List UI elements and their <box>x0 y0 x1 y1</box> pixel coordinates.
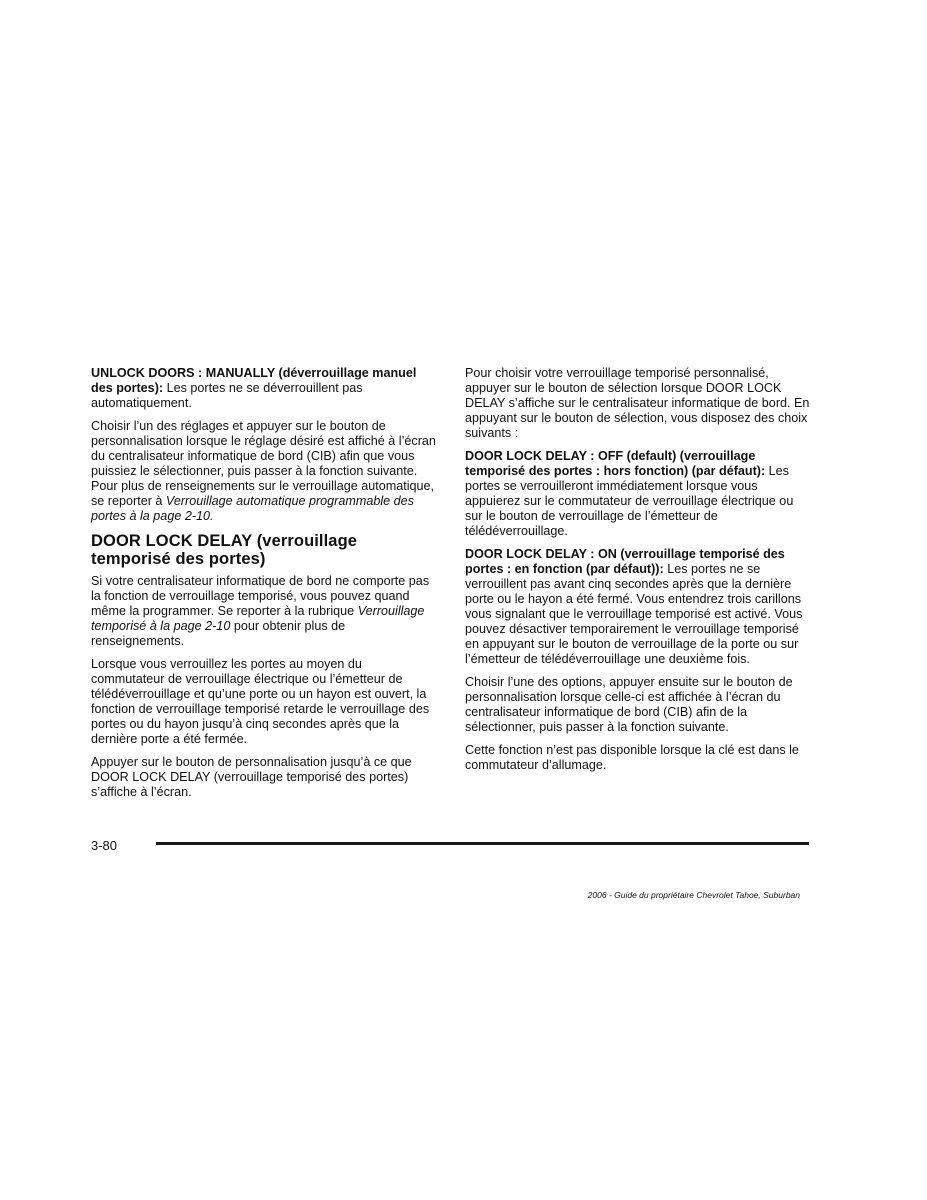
door-lock-delay-heading: DOOR LOCK DELAY (verrouillage temporisé des portes) <box>91 532 358 568</box>
left-column <box>91 366 437 808</box>
footer-rule <box>156 842 809 845</box>
delay-on-text: Les portes ne se verrouillent pas avant cinq secondes après que la dernière porte ou le hayon a été fermé. Vous entendrez trois carillons vous signalant que le verrouillage temporisé est activé. Vous pouvez désactiver temporairement le verrouillage temporisé en appuyant sur le bouton de verrouillage de la porte ou sur l’émetteur de télédéverrouillage une deuxième fois. <box>465 562 803 666</box>
choose-delay-paragraph: Pour choisir votre verrouillage temporisé personnalisé, appuyer sur le bouton de sélection lorsque DOOR LOCK DELAY s’affiche sur le centralisateur informatique de bord. En appuyant sur le bouton de sélection, vous disposez des choix suivants : <box>465 366 810 440</box>
footer-text: 2006 - Guide du propriétaire Chevrolet Tahoe, Suburban <box>587 890 800 900</box>
auto-lock-reference: Verrouillage automatique programmable des portes à la page 2-10. <box>91 494 414 523</box>
press-button-paragraph: Appuyer sur le bouton de personnalisation jusqu’à ce que DOOR LOCK DELAY (verrouillage temporisé des portes) s’affiche à l’écran. <box>91 755 412 799</box>
delay-off-text: Les portes se verrouilleront immédiatement lorsque vous appuierez sur le commutateur de verrouillage électrique ou sur le bouton de verrouillage de l’émetteur de télédéverrouillage. <box>465 464 794 538</box>
delay-off-label: DOOR LOCK DELAY : OFF (default) (verrouillage temporisé des portes : hors fonction) (par défaut): <box>465 449 766 478</box>
unlock-doors-manually-text: Les portes ne se déverrouillent pas automatiquement. <box>91 381 363 410</box>
delay-on-paragraph <box>465 547 810 667</box>
not-available-paragraph: Cette fonction n’est pas disponible lorsque la clé est dans le commutateur d’allumage. <box>465 743 799 772</box>
right-column <box>465 366 810 781</box>
delay-off-paragraph <box>465 449 810 539</box>
unlock-doors-manually-label: UNLOCK DOORS : MANUALLY (déverrouillage manuel des portes): <box>91 366 417 395</box>
delay-on-label: DOOR LOCK DELAY : ON (verrouillage temporisé des portes : en fonction (par défaut)): <box>465 547 785 576</box>
page-number: 3-80 <box>91 838 118 853</box>
no-delay-feature-paragraph <box>91 574 437 649</box>
delayed-lock-reference: Verrouillage temporisé à la page 2-10 <box>91 604 425 633</box>
unlock-doors-manually-paragraph <box>91 366 437 411</box>
no-delay-feature-text-after: pour obtenir plus de renseignements. <box>91 619 346 648</box>
delay-description-paragraph: Lorsque vous verrouillez les portes au moyen du commutateur de verrouillage électrique ou l’émetteur de télédéverrouillage et qu’une porte ou un hayon est ouvert, la fonction de verrouillage temporisé retarde le verrouillage des portes ou du hayon jusqu’à cinq secondes après que la dernière porte a été fermée. <box>91 657 430 746</box>
choose-option-paragraph: Choisir l’une des options, appuyer ensuite sur le bouton de personnalisation lorsque celle-ci est affichée à l’écran du centralisateur informatique de bord (CIB) afin de la sélectionner, puis passer à la fonction suivante. <box>465 675 793 734</box>
no-delay-feature-text: Si votre centralisateur informatique de bord ne comporte pas la fonction de verrouillage temporisé, vous pouvez quand même la programmer. Se reporter à la rubrique <box>91 574 430 618</box>
choose-setting-text: Choisir l’un des réglages et appuyer sur le bouton de personnalisation lorsque le réglage désiré est affiché à l’écran du centralisateur informatique de bord (CIB) afin que vous puissiez le sélectionner, puis passer à la fonction suivante. Pour plus de renseignements sur le verrouillage automatique, se reporter à <box>91 419 436 508</box>
choose-setting-paragraph <box>91 419 437 524</box>
